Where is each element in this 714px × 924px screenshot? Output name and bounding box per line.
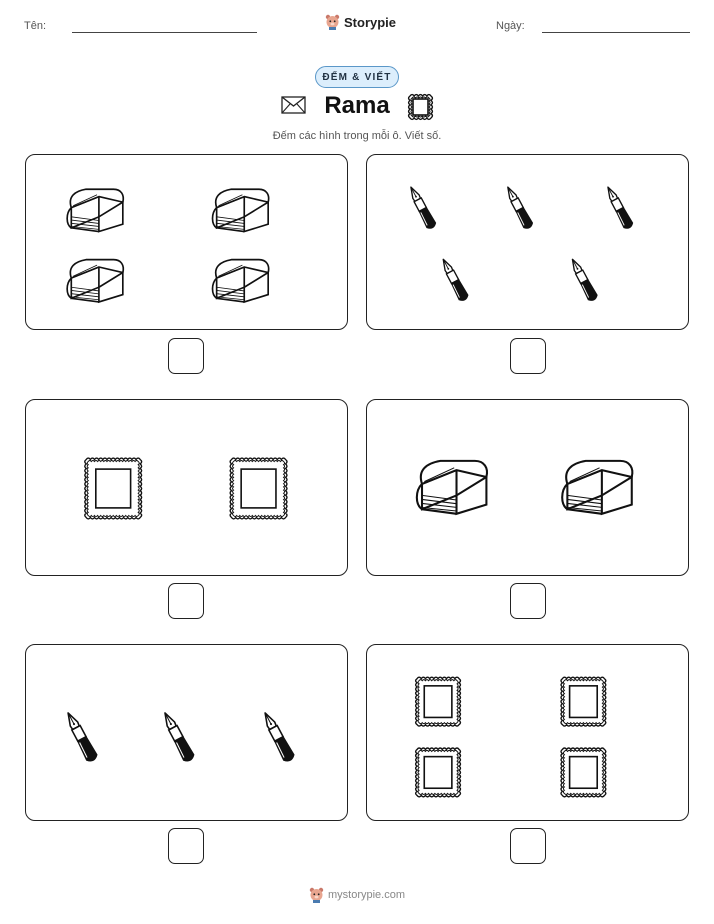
- fountain-pen-icon: [568, 257, 598, 302]
- count-panel-4: [366, 399, 689, 576]
- book-icon: [67, 189, 123, 231]
- activity-badge: ĐẾM & VIẾT: [315, 66, 399, 88]
- stamp-icon: [416, 748, 461, 797]
- fountain-pen-icon: [439, 257, 469, 302]
- stamp-icon: [407, 93, 434, 121]
- envelope-icon: [281, 96, 306, 114]
- fountain-pen-icon: [503, 185, 533, 230]
- answer-box-2[interactable]: [510, 338, 546, 374]
- panel-objects: [26, 400, 349, 577]
- stamp-icon: [561, 748, 606, 797]
- panel-objects: [367, 645, 690, 822]
- count-panel-2: [366, 154, 689, 330]
- bear-mascot-icon: [309, 887, 324, 903]
- answer-box-4[interactable]: [510, 583, 546, 619]
- fountain-pen-icon: [160, 710, 195, 763]
- count-panel-6: [366, 644, 689, 821]
- panel-objects: [367, 155, 690, 331]
- panel-objects: [367, 400, 690, 577]
- fountain-pen-icon: [260, 710, 295, 763]
- book-icon: [213, 189, 269, 231]
- stamp-icon: [409, 95, 433, 120]
- footer-url: mystorypie.com: [327, 889, 406, 901]
- answer-box-3[interactable]: [168, 583, 204, 619]
- date-field[interactable]: [542, 32, 690, 33]
- name-field[interactable]: [72, 32, 257, 33]
- name-label: Tên:: [24, 20, 47, 32]
- book-icon: [417, 461, 487, 514]
- count-panel-1: [25, 154, 348, 330]
- fountain-pen-icon: [63, 710, 98, 763]
- bear-mascot-icon: [325, 14, 340, 30]
- fountain-pen-icon: [604, 185, 634, 230]
- count-panel-3: [25, 399, 348, 576]
- brand-logo: [325, 14, 396, 30]
- stamp-icon: [85, 458, 142, 519]
- fountain-pen-icon: [407, 185, 437, 230]
- stamp-icon: [230, 458, 287, 519]
- stamp-icon: [561, 677, 606, 726]
- page-title: Rama: [324, 92, 390, 119]
- instruction-text: Đếm các hình trong mỗi ô. Viết số.: [272, 130, 442, 142]
- panel-objects: [26, 645, 349, 822]
- book-icon: [213, 260, 269, 302]
- panel-objects: [26, 155, 349, 331]
- date-label: Ngày:: [496, 20, 525, 32]
- book-icon: [67, 260, 123, 302]
- footer: [0, 887, 714, 903]
- answer-box-5[interactable]: [168, 828, 204, 864]
- brand-name: Storypie: [344, 14, 397, 30]
- count-panel-5: [25, 644, 348, 821]
- answer-box-1[interactable]: [168, 338, 204, 374]
- book-icon: [562, 461, 632, 514]
- answer-box-6[interactable]: [510, 828, 546, 864]
- stamp-icon: [416, 677, 461, 726]
